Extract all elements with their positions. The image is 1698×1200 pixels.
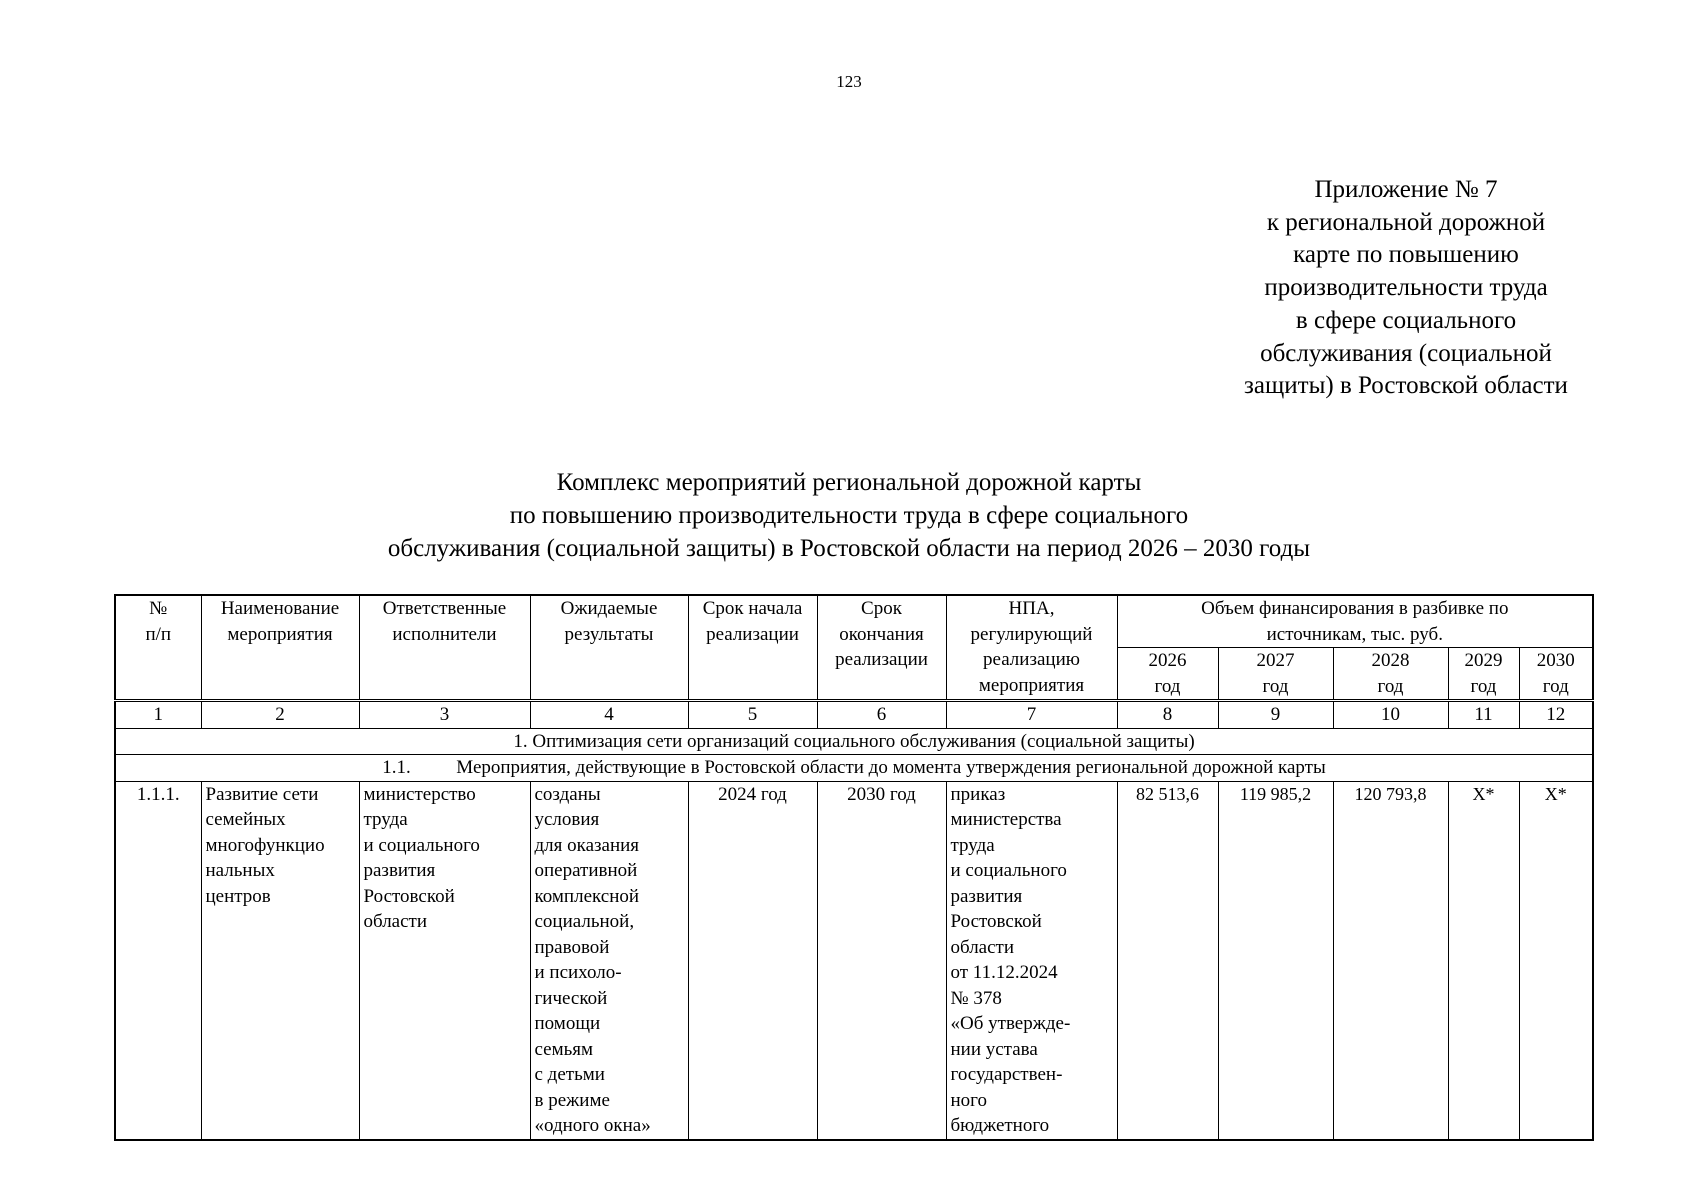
header-start: Срок начала реализации [688, 595, 817, 701]
column-number: 12 [1519, 701, 1593, 729]
header-year-2029: 2029 год [1448, 648, 1519, 701]
column-number: 3 [359, 701, 530, 729]
header-npa: НПА, регулирующий реализацию мероприятия [946, 595, 1117, 701]
appendix-line: защиты) в Ростовской области [1244, 372, 1568, 400]
section-row [115, 728, 1593, 755]
title-line: по повышению производительности труда в сфере социального [509, 502, 1189, 529]
header-row [115, 595, 1593, 648]
row-executors: министерство труда и социального развития Ростовской области [359, 781, 530, 1140]
row-name: Развитие сети семейных многофункцио нальных центров [201, 781, 359, 1140]
appendix-line: в сфере социального [1295, 306, 1517, 334]
header-year-2027: 2027 год [1218, 648, 1333, 701]
subsection-cell [115, 755, 1593, 782]
title-line: Комплекс мероприятий региональной дорожной карты [556, 469, 1142, 496]
subsection-row [115, 755, 1593, 782]
page-number: 123 [836, 72, 862, 91]
header-year-2028: 2028 год [1333, 648, 1448, 701]
row-number: 1.1.1. [115, 781, 201, 1140]
column-number: 6 [817, 701, 946, 729]
funding-2026: 82 513,6 [1117, 781, 1218, 1140]
funding-2027: 119 985,2 [1218, 781, 1333, 1140]
column-number: 1 [115, 701, 201, 729]
column-number: 11 [1448, 701, 1519, 729]
column-number: 8 [1117, 701, 1218, 729]
title-line: обслуживания (социальной защиты) в Ростовской области на период 2026 – 2030 годы [387, 535, 1311, 562]
appendix-line: Приложение № 7 [1314, 176, 1498, 203]
header-end: Срок окончания реализации [817, 595, 946, 701]
funding-2029: Х* [1448, 781, 1519, 1140]
row-end: 2030 год [817, 781, 946, 1140]
row-results: созданы условия для оказания оперативной комплексной социальной, правовой и психоло- гической помощи семьям с детьми в режиме «одного окна» [530, 781, 688, 1140]
section-title: 1. Оптимизация сети организаций социального обслуживания (социальной защиты) [115, 728, 1593, 755]
column-number: 10 [1333, 701, 1448, 729]
appendix-line: производительности труда [1264, 274, 1548, 302]
appendix-block [1206, 174, 1606, 403]
header-results: Ожидаемые результаты [530, 595, 688, 701]
appendix-line: обслуживания (социальной [1260, 339, 1552, 367]
funding-2030: Х* [1519, 781, 1593, 1140]
measures-table [114, 594, 1594, 1141]
header-year-2030: 2030 год [1519, 648, 1593, 701]
appendix-line: карте по повышению [1293, 241, 1519, 269]
column-numbers-row [115, 701, 1593, 729]
header-executors: Ответственные исполнители [359, 595, 530, 701]
column-number: 7 [946, 701, 1117, 729]
header-name: Наименование мероприятия [201, 595, 359, 701]
table-row [115, 781, 1593, 1140]
document-title [0, 466, 1698, 565]
header-year-2026: 2026 год [1117, 648, 1218, 701]
appendix-line: к региональной дорожной [1266, 208, 1546, 236]
column-number: 2 [201, 701, 359, 729]
row-npa: приказ министерства труда и социального развития Ростовской области от 11.12.2024 № 378 «Об утвержде- нии устава государствен- ного бюджетного [946, 781, 1117, 1140]
subsection-number: 1.1. [382, 757, 411, 778]
column-number: 9 [1218, 701, 1333, 729]
subsection-title: Мероприятия, действующие в Ростовской области до момента утверждения региональной дорожной карты [456, 757, 1326, 778]
row-start: 2024 год [688, 781, 817, 1140]
column-number: 5 [688, 701, 817, 729]
header-num: № п/п [115, 595, 201, 701]
column-number: 4 [530, 701, 688, 729]
funding-2028: 120 793,8 [1333, 781, 1448, 1140]
header-funding-group: Объем финансирования в разбивке по источникам, тыс. руб. [1117, 595, 1593, 648]
